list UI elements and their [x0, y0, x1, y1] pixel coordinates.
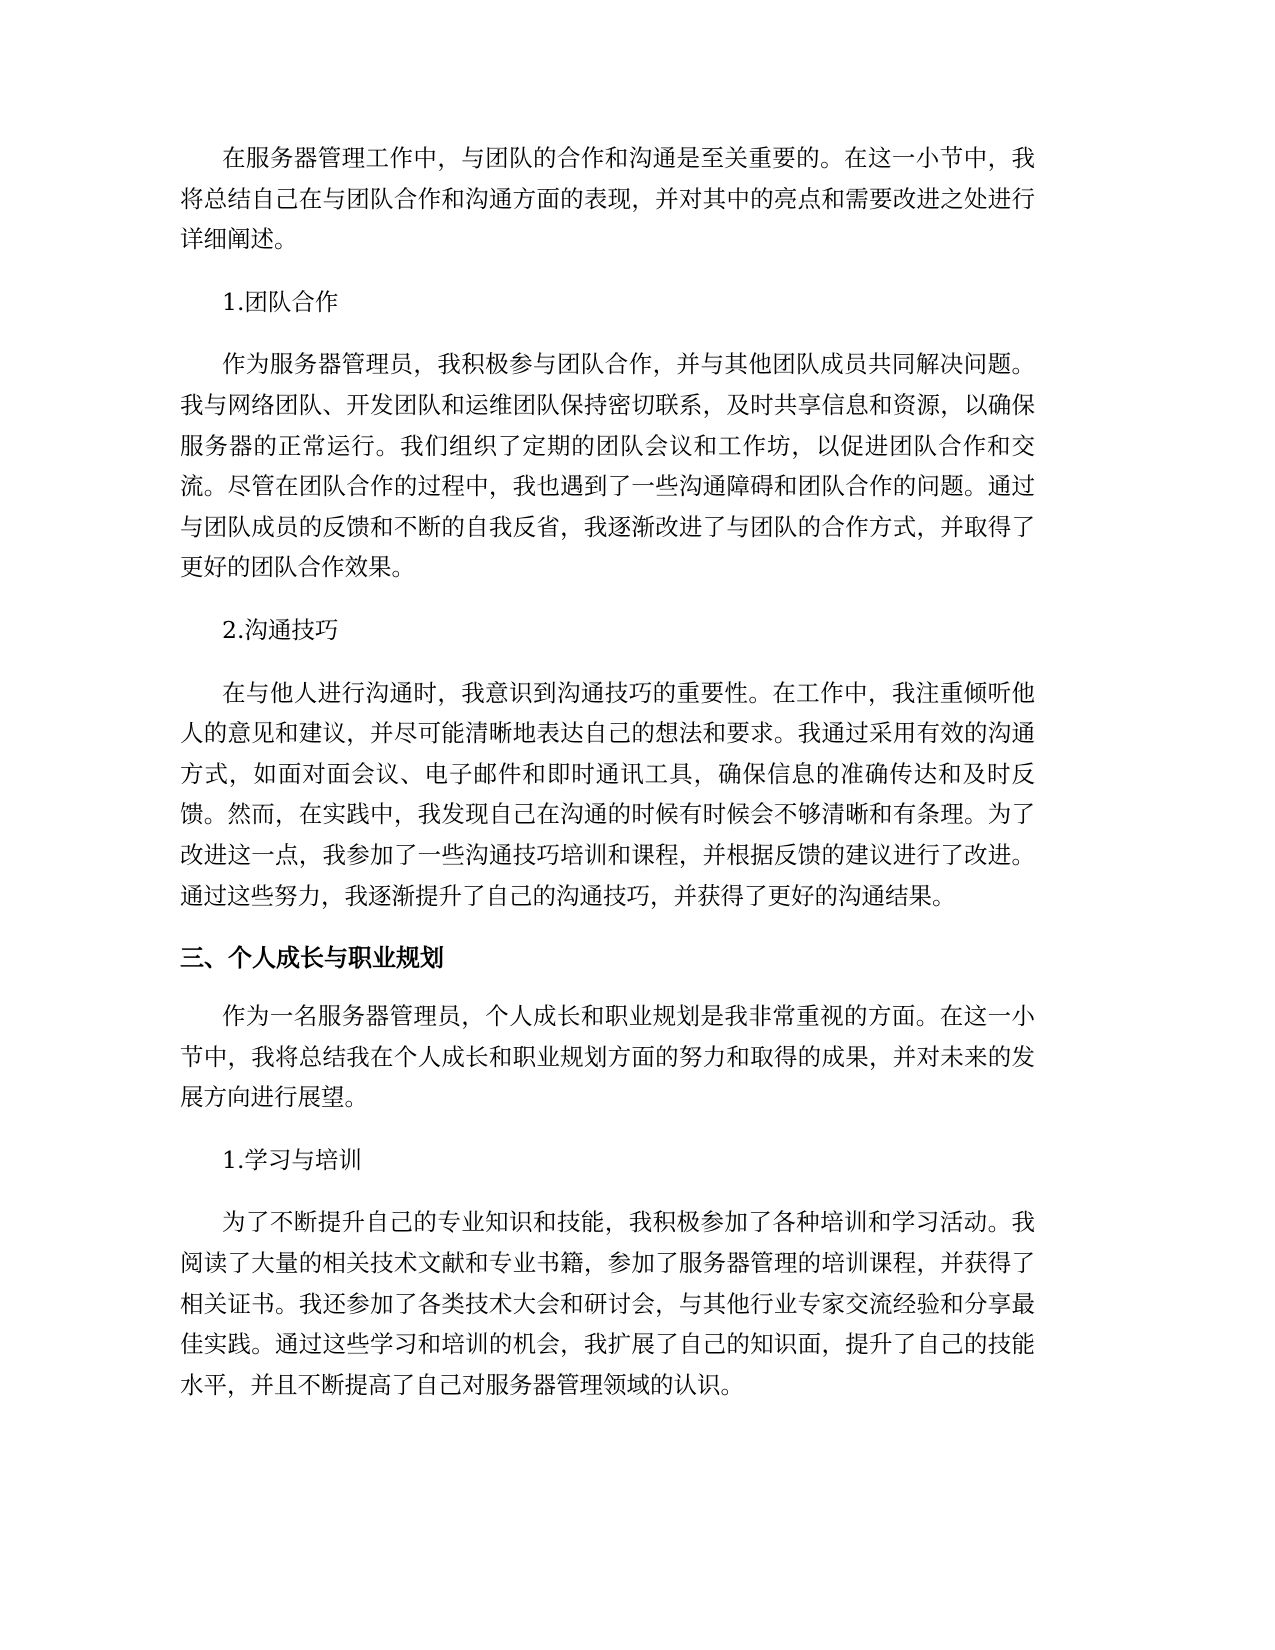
document-page [180, 138, 1035, 1427]
section-title-personal-growth: 三、个人成长与职业规划 [180, 944, 444, 973]
subheading-communication-skills: 2.沟通技巧 [222, 615, 339, 644]
intro-paragraph: 在服务器管理工作中，与团队的合作和沟通是至关重要的。在这一小节中，我将总结自己在与团队合作和沟通方面的表现，并对其中的亮点和需要改进之处进行详细阐述。 [180, 144, 1035, 254]
subheading-team-cooperation: 1.团队合作 [222, 287, 339, 316]
personal-growth-intro-paragraph: 作为一名服务器管理员，个人成长和职业规划是我非常重视的方面。在这一小节中，我将总结我在个人成长和职业规划方面的努力和取得的成果，并对未来的发展方向进行展望。 [180, 1002, 1035, 1112]
communication-skills-paragraph: 在与他人进行沟通时，我意识到沟通技巧的重要性。在工作中，我注重倾听他人的意见和建议，并尽可能清晰地表达自己的想法和要求。我通过采用有效的沟通方式，如面对面会议、电子邮件和即时通讯工具，确保信息的准确传达和及时反馈。然而，在实践中，我发现自己在沟通的时候有时候会不够清晰和有条理。为了改进这一点，我参加了一些沟通技巧培训和课程，并根据反馈的建议进行了改进。通过这些努力，我逐渐提升了自己的沟通技巧，并获得了更好的沟通结果。 [180, 678, 1035, 910]
subheading-learning-training: 1.学习与培训 [222, 1145, 362, 1174]
team-cooperation-paragraph: 作为服务器管理员，我积极参与团队合作，并与其他团队成员共同解决问题。我与网络团队、开发团队和运维团队保持密切联系，及时共享信息和资源，以确保服务器的正常运行。我们组织了定期的团队会议和工作坊，以促进团队合作和交流。尽管在团队合作的过程中，我也遇到了一些沟通障碍和团队合作的问题。通过与团队成员的反馈和不断的自我反省，我逐渐改进了与团队的合作方式，并取得了更好的团队合作效果。 [180, 350, 1035, 582]
learning-training-paragraph: 为了不断提升自己的专业知识和技能，我积极参加了各种培训和学习活动。我阅读了大量的相关技术文献和专业书籍，参加了服务器管理的培训课程，并获得了相关证书。我还参加了各类技术大会和研讨会，与其他行业专家交流经验和分享最佳实践。通过这些学习和培训的机会，我扩展了自己的知识面，提升了自己的技能水平，并且不断提高了自己对服务器管理领域的认识。 [180, 1208, 1035, 1399]
